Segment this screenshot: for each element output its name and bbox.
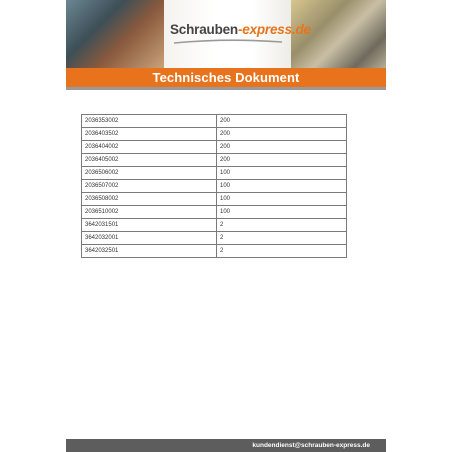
logo-main-text: Schrauben [170, 22, 238, 37]
table-row [82, 141, 347, 154]
table-row [82, 206, 347, 219]
article-number-cell: 2036508002 [82, 193, 217, 206]
quantity-cell: 2 [217, 232, 347, 245]
footer-bar [66, 439, 386, 452]
article-table-body [82, 115, 347, 258]
quantity-cell: 200 [217, 141, 347, 154]
title-divider [66, 87, 386, 90]
quantity-cell: 100 [217, 180, 347, 193]
table-row [82, 193, 347, 206]
article-number-cell: 2036403502 [82, 128, 217, 141]
header-banner [66, 0, 386, 68]
tools-photo [66, 0, 164, 68]
logo-accent-text: -express.de [237, 22, 311, 37]
article-number-cell: 2036405002 [82, 154, 217, 167]
table-row [82, 180, 347, 193]
quantity-cell: 200 [217, 128, 347, 141]
quantity-cell: 2 [217, 219, 347, 232]
table-row [82, 128, 347, 141]
document-title: Technisches Dokument [152, 70, 300, 85]
brand-logo [170, 22, 311, 37]
quantity-cell: 100 [217, 167, 347, 180]
table-row [82, 154, 347, 167]
table-row [82, 232, 347, 245]
title-bar [66, 68, 386, 87]
table-row [82, 219, 347, 232]
article-number-cell: 2036353002 [82, 115, 217, 128]
article-number-cell: 2036510002 [82, 206, 217, 219]
logo-swoosh-icon [172, 39, 284, 45]
quantity-cell: 100 [217, 206, 347, 219]
footer-email: kundendienst@schrauben-express.de [252, 442, 370, 449]
table-row [82, 115, 347, 128]
quantity-cell: 100 [217, 193, 347, 206]
article-table [81, 114, 347, 258]
quantity-cell: 200 [217, 115, 347, 128]
article-number-cell: 2036506002 [82, 167, 217, 180]
table-row [82, 245, 347, 258]
quantity-cell: 200 [217, 154, 347, 167]
article-number-cell: 2036507002 [82, 180, 217, 193]
article-number-cell: 3642032001 [82, 232, 217, 245]
article-number-cell: 3642032501 [82, 245, 217, 258]
table-row [82, 167, 347, 180]
quantity-cell: 2 [217, 245, 347, 258]
article-number-cell: 2036404002 [82, 141, 217, 154]
article-number-cell: 3642031501 [82, 219, 217, 232]
